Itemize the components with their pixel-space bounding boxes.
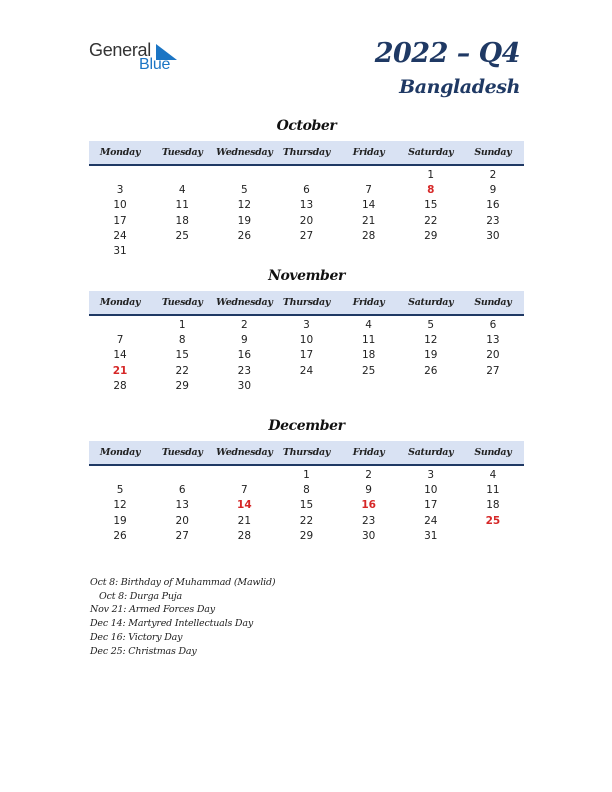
month-november <box>89 266 524 394</box>
day-cell: 17 <box>113 214 127 227</box>
weekday-wednesday: Wednesday <box>216 297 273 308</box>
day-cell: 3 <box>116 184 124 197</box>
day-cell: 18 <box>361 349 376 362</box>
empty-day-cell <box>89 468 151 483</box>
weekday-saturday: Saturday <box>408 447 454 458</box>
day-cell: 12 <box>237 199 252 212</box>
weekday-thursday: Thursday <box>282 147 331 158</box>
weekday-thursday: Thursday <box>282 447 331 458</box>
day-cell: 31 <box>424 529 438 542</box>
day-cell: 19 <box>424 349 438 362</box>
holiday-note: Dec 16: Victory Day <box>90 631 183 643</box>
day-cell: 6 <box>489 319 497 331</box>
empty-day-cell <box>275 168 337 183</box>
month-december <box>89 416 524 544</box>
day-cell: 26 <box>113 529 127 542</box>
day-cell: 6 <box>303 184 310 197</box>
day-cell: 24 <box>424 514 438 527</box>
day-cell: 18 <box>175 214 189 227</box>
day-cell: 4 <box>365 319 372 331</box>
day-cell: 25 <box>361 364 376 377</box>
day-cell: 13 <box>175 499 189 512</box>
day-cell: 11 <box>175 199 189 212</box>
day-cell: 19 <box>113 514 127 527</box>
day-cell: 5 <box>427 319 435 331</box>
day-cell: 22 <box>175 364 189 377</box>
day-cell: 27 <box>175 529 189 542</box>
day-cell: 13 <box>486 334 500 347</box>
day-cell: 27 <box>299 229 314 242</box>
weekday-saturday: Saturday <box>408 147 454 158</box>
empty-day-cell <box>151 168 213 183</box>
day-cell: 10 <box>299 334 314 347</box>
weekday-tuesday: Tuesday <box>161 447 203 458</box>
day-cell: 15 <box>424 199 438 212</box>
day-cell: 16 <box>486 199 500 212</box>
day-cell: 16 <box>237 349 252 362</box>
day-cell: 26 <box>424 364 438 377</box>
day-cell: 28 <box>361 229 376 242</box>
day-cell: 3 <box>303 319 310 331</box>
day-cell: 29 <box>424 229 438 242</box>
weekday-monday: Monday <box>99 447 141 458</box>
holiday-note: Oct 8: Birthday of Muhammad (Mawlid) <box>90 577 276 588</box>
day-cell: 29 <box>175 379 189 392</box>
page-title: 2022 – Q4 <box>374 38 520 69</box>
day-cell: 4 <box>178 184 186 197</box>
empty-day-cell <box>213 168 275 183</box>
day-grid <box>89 168 524 259</box>
day-cell: 23 <box>237 364 252 377</box>
month-title: December <box>268 418 345 434</box>
holiday-day-cell: 14 <box>237 499 252 512</box>
day-cell: 28 <box>113 379 127 392</box>
day-cell: 22 <box>299 514 314 527</box>
holiday-note: Oct 8: Durga Puja <box>99 590 182 602</box>
day-cell: 19 <box>237 214 252 227</box>
day-cell: 14 <box>361 199 376 212</box>
day-cell: 21 <box>361 214 376 227</box>
day-cell: 5 <box>241 184 248 197</box>
weekday-wednesday: Wednesday <box>216 447 273 458</box>
brand-general-text: General <box>89 40 151 60</box>
day-cell: 1 <box>178 319 186 331</box>
day-cell: 2 <box>365 469 372 481</box>
day-cell: 15 <box>175 349 189 362</box>
day-cell: 17 <box>424 499 438 512</box>
day-cell: 2 <box>489 169 497 181</box>
day-cell: 10 <box>113 199 127 212</box>
day-cell: 1 <box>427 169 435 181</box>
day-cell: 7 <box>116 334 124 347</box>
weekday-sunday: Sunday <box>474 147 512 158</box>
weekday-friday: Friday <box>352 147 385 158</box>
brand-blue-text: Blue <box>139 56 171 73</box>
empty-day-cell <box>151 468 213 483</box>
day-cell: 22 <box>424 214 438 227</box>
weekday-thursday: Thursday <box>282 297 331 308</box>
day-cell: 20 <box>299 214 314 227</box>
day-cell: 9 <box>241 334 248 347</box>
weekday-sunday: Sunday <box>474 297 512 308</box>
month-october <box>89 116 524 259</box>
holiday-day-cell: 21 <box>112 364 128 377</box>
empty-day-cell <box>213 468 275 483</box>
day-cell: 11 <box>361 334 376 347</box>
day-cell: 13 <box>299 199 314 212</box>
day-cell: 30 <box>361 529 376 542</box>
weekday-friday: Friday <box>352 447 385 458</box>
brand-logo <box>89 40 189 76</box>
day-cell: 20 <box>486 349 500 362</box>
empty-day-cell <box>89 168 151 183</box>
day-cell: 21 <box>237 514 252 527</box>
day-cell: 9 <box>365 484 372 497</box>
day-cell: 23 <box>361 514 376 527</box>
day-cell: 29 <box>299 529 314 542</box>
day-cell: 14 <box>113 349 127 362</box>
day-cell: 1 <box>303 469 310 481</box>
day-cell: 7 <box>365 184 372 197</box>
day-cell: 15 <box>299 499 314 512</box>
weekday-header <box>89 291 524 316</box>
month-title: October <box>276 118 337 134</box>
day-cell: 28 <box>237 529 252 542</box>
weekday-saturday: Saturday <box>408 297 454 308</box>
day-cell: 27 <box>486 364 500 377</box>
day-grid <box>89 318 524 394</box>
country-name: Bangladesh <box>399 76 520 98</box>
day-cell: 24 <box>299 364 314 377</box>
day-cell: 31 <box>113 244 127 257</box>
day-cell: 8 <box>303 484 310 497</box>
weekday-tuesday: Tuesday <box>161 147 203 158</box>
day-cell: 24 <box>113 229 127 242</box>
day-cell: 18 <box>486 499 500 512</box>
day-cell: 30 <box>486 229 500 242</box>
weekday-friday: Friday <box>352 297 385 308</box>
day-cell: 2 <box>241 319 248 331</box>
weekday-monday: Monday <box>99 147 141 158</box>
holiday-note: Nov 21: Armed Forces Day <box>90 604 215 616</box>
day-cell: 8 <box>178 334 186 347</box>
day-cell: 11 <box>486 484 500 497</box>
weekday-header <box>89 441 524 466</box>
day-cell: 23 <box>486 214 500 227</box>
holiday-day-cell: 25 <box>485 514 501 527</box>
day-grid <box>89 468 524 544</box>
weekday-wednesday: Wednesday <box>216 147 273 158</box>
day-cell: 4 <box>489 469 497 481</box>
month-title: November <box>268 268 345 284</box>
holiday-note: Dec 14: Martyred Intellectuals Day <box>90 618 253 630</box>
day-cell: 26 <box>237 229 252 242</box>
day-cell: 25 <box>175 229 189 242</box>
holiday-day-cell: 8 <box>427 184 435 197</box>
day-cell: 20 <box>175 514 189 527</box>
day-cell: 12 <box>424 334 438 347</box>
holiday-note: Dec 25: Christmas Day <box>90 645 197 657</box>
day-cell: 10 <box>424 484 438 497</box>
day-cell: 5 <box>116 484 124 497</box>
day-cell: 3 <box>427 469 435 481</box>
day-cell: 12 <box>113 499 127 512</box>
weekday-sunday: Sunday <box>474 447 512 458</box>
day-cell: 7 <box>241 484 248 497</box>
day-cell: 9 <box>489 184 497 197</box>
weekday-header <box>89 141 524 166</box>
holiday-notes <box>90 576 275 658</box>
empty-day-cell <box>89 318 151 333</box>
day-cell: 30 <box>237 379 252 392</box>
day-cell: 6 <box>178 484 186 497</box>
weekday-tuesday: Tuesday <box>161 297 203 308</box>
holiday-day-cell: 16 <box>361 499 376 512</box>
empty-day-cell <box>338 168 400 183</box>
day-cell: 17 <box>299 349 314 362</box>
weekday-monday: Monday <box>99 297 141 308</box>
